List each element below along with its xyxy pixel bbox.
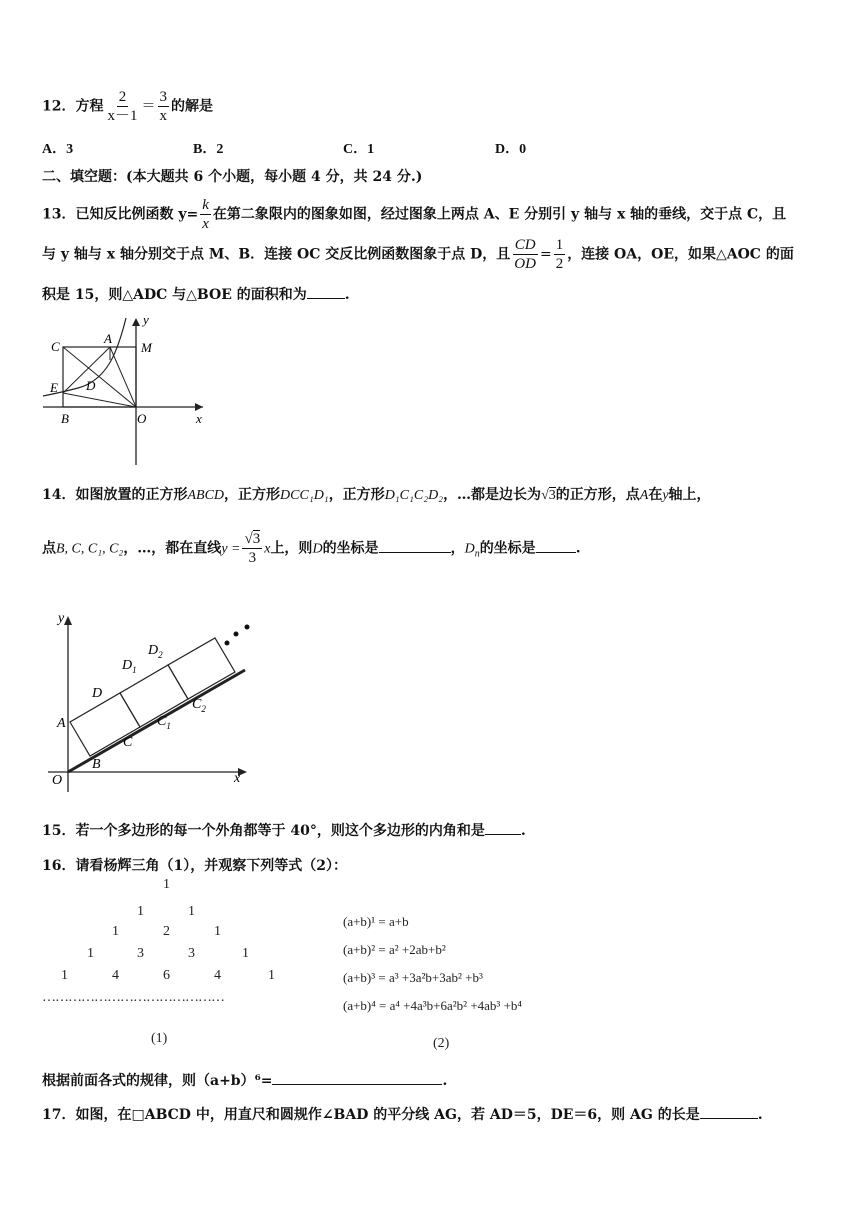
cd-numerator: CD (514, 237, 536, 253)
two-denominator: 2 (555, 256, 564, 272)
q16-number: 16． (42, 858, 76, 874)
q14-text: ，…，都在直线 (123, 540, 222, 557)
q14-text: 的坐标是 (479, 540, 536, 557)
equation-power-1: (a+b)¹ = a+b (343, 914, 409, 929)
label-b: B (92, 757, 101, 772)
sqrt-radicand: 3 (548, 488, 556, 503)
label-d1-letter: D (122, 658, 133, 673)
period: . (757, 1107, 763, 1123)
answer-blank-d[interactable] (379, 538, 451, 553)
pascal-cell: 3 (188, 946, 195, 961)
y-equals: y = (221, 541, 241, 557)
q12-option-a (42, 138, 73, 158)
label-x: x (196, 411, 202, 426)
q15-text: 若一个多边形的每一个外角都等于 40°，则这个多边形的内角和是 (75, 823, 485, 839)
one-numerator: 1 (555, 237, 564, 253)
q15-line (42, 820, 526, 840)
label-c1 (157, 714, 171, 731)
pascal-cell: 1 (112, 924, 119, 939)
sqrt-radicand: 3 (252, 531, 261, 547)
y-axis-arrow-icon (64, 616, 72, 625)
q12-frac2-denominator: x (159, 108, 167, 124)
q14-text: 在 (648, 487, 663, 503)
q14-text: ，正方形 (328, 487, 385, 503)
q14-text: 点 (42, 540, 56, 557)
square-dcc1d1: DCC₁D₁ (280, 488, 329, 503)
q14-line-1 (42, 484, 711, 504)
k-numerator: k (202, 197, 209, 213)
q13-half (554, 236, 566, 273)
q12-frac2-numerator: 3 (159, 89, 167, 105)
line-oa (110, 347, 136, 407)
q14-text: ， (450, 540, 465, 557)
q13-figure (38, 310, 218, 470)
label-d1 (121, 658, 137, 675)
pascal-cell: 1 (268, 968, 275, 983)
q12-prefix: 方程 (75, 98, 104, 115)
answer-blank[interactable] (700, 1104, 758, 1119)
label-c1-letter: C (157, 714, 167, 729)
pascal-cell: 1 (163, 877, 170, 892)
q12-frac1-denominator: x－1 (107, 108, 138, 124)
label-d2-sub: 2 (158, 650, 163, 660)
q14-text: 的正方形，点 (555, 487, 640, 503)
label-y: y (58, 611, 65, 626)
answer-blank-dn[interactable] (536, 538, 576, 553)
point-dn-subscript: n (474, 548, 480, 560)
pascal-cell: 1 (214, 924, 221, 939)
option-value: 2 (216, 142, 224, 157)
square-d1c1c2d2-shape (168, 638, 235, 699)
var-x: x (264, 541, 271, 557)
equation-power-2: (a+b)² = a² +2ab+b² (343, 942, 446, 957)
q15-number: 15． (42, 823, 76, 839)
q17-number: 17． (42, 1107, 76, 1123)
pascal-cell: 4 (214, 968, 221, 983)
q14-number: 14． (42, 487, 76, 503)
q14-text: ，…都是边长为 (443, 487, 542, 503)
q14-text: 轴上， (668, 487, 711, 503)
continuation-dot (234, 632, 239, 637)
label-c2 (192, 697, 206, 714)
equation-power-4: (a+b)⁴ = a⁴ +4a³b+6a²b² +4ab³ +b⁴ (343, 998, 522, 1013)
y-axis-arrow-icon (132, 318, 140, 326)
option-value: 0 (519, 142, 527, 157)
answer-blank[interactable] (307, 284, 345, 299)
q16-text: 请看杨辉三角（1），并观察下列等式（2）： (75, 858, 347, 874)
q13-line-3 (42, 284, 350, 304)
label-m: M (141, 340, 152, 355)
answer-blank[interactable] (272, 1070, 442, 1085)
label-d: D (92, 686, 103, 701)
q17-text: 如图，在□ABCD 中，用直尺和圆规作∠BAD 的平分线 AG，若 AD＝5，DE＝6，则 AG 的长是 (75, 1107, 700, 1123)
q12-line (42, 88, 213, 125)
option-value: 3 (66, 142, 74, 157)
label-a: A (104, 331, 112, 346)
q12-fraction-2 (158, 88, 170, 125)
pascal-cell: 1 (87, 946, 94, 961)
sqrt-icon: √ (244, 531, 253, 547)
x-axis-arrow-icon (195, 403, 203, 411)
point-d: D (312, 541, 323, 557)
q14-slope-fraction (242, 530, 262, 567)
q12-option-c (343, 138, 374, 158)
q13-cd-over-od (512, 236, 538, 273)
square-abcd: ABCD (187, 488, 225, 503)
pascal-cell: 6 (163, 968, 170, 983)
label-c: C (51, 339, 60, 354)
q13-text: 积是 15，则△ADC 与△BOE 的面积和为 (42, 287, 307, 303)
line-oc (63, 347, 136, 407)
equation-power-3: (a+b)³ = a³ +3a²b+3ab² +b³ (343, 970, 483, 985)
square-dcc1d1-shape (120, 665, 188, 727)
label-x: x (234, 771, 241, 786)
q13-number: 13． (42, 206, 76, 223)
label-d2 (147, 643, 163, 660)
label-y: y (143, 312, 149, 327)
point-dn: D (464, 541, 475, 557)
q13-line-1 (42, 196, 786, 233)
pascal-cell: 1 (188, 904, 195, 919)
period: . (344, 287, 350, 303)
pascal-cell: 4 (112, 968, 119, 983)
label-b: B (61, 411, 69, 426)
label-e: E (50, 380, 58, 395)
label-d: D (86, 378, 96, 393)
q12-number: 12． (42, 98, 76, 115)
pascal-continuation-dots: …………………………………… (42, 990, 224, 1005)
label-o: O (52, 773, 63, 788)
q17-line (42, 1104, 763, 1124)
point-a: A (639, 488, 649, 503)
option-label: B． (193, 142, 217, 157)
binomial-equations (343, 908, 522, 1020)
q12-option-b (193, 138, 223, 158)
q13-text: 在第二象限内的图象如图，经过图象上两点 A、E 分别引 y 轴与 x 轴的垂线，交于点 C，且 (212, 206, 787, 223)
slope-denominator: 3 (248, 550, 257, 566)
line-oe (63, 393, 136, 407)
q13-text: 已知反比例函数 y= (75, 206, 199, 223)
pascal-cell: 1 (61, 968, 68, 983)
caption-2: (2) (433, 1036, 450, 1051)
q12-suffix: 的解是 (171, 98, 213, 115)
q13-k-over-x (200, 196, 211, 233)
x-denominator: x (202, 216, 209, 232)
q16-rule-text: 根据前面各式的规律，则（a+b）⁶= (42, 1073, 273, 1089)
q12-equals: ＝ (141, 99, 156, 115)
label-d1-sub: 1 (132, 665, 137, 675)
pascal-cell: 1 (242, 946, 249, 961)
q13-line-2 (42, 236, 794, 273)
q13-text: 与 y 轴与 x 轴分别交于点 M、B．连接 OC 交反比例函数图象于点 D，且 (42, 246, 511, 263)
q14-text: 上，则 (270, 540, 313, 557)
label-o: O (137, 411, 147, 426)
q13-text: ，连接 OA，OE，如果△AOC 的面 (567, 246, 794, 263)
option-label: A． (42, 142, 67, 157)
label-a: A (57, 716, 66, 731)
continuation-dot (245, 625, 250, 630)
sqrt-icon: √ (541, 488, 549, 503)
equals: = (539, 246, 552, 263)
q14-figure (40, 610, 260, 800)
pascal-cell: 1 (137, 904, 144, 919)
option-value: 1 (367, 142, 375, 157)
label-c: C (123, 735, 133, 750)
option-label: C． (343, 142, 368, 157)
period: . (520, 823, 526, 839)
label-c1-sub: 1 (166, 721, 171, 731)
period: . (442, 1073, 448, 1089)
continuation-dot (225, 641, 230, 646)
square-d1c1c2d2: D₁C₁C₂D₂ (384, 488, 444, 503)
label-d2-letter: D (148, 643, 159, 658)
od-denominator: OD (514, 256, 536, 272)
slope-numerator (242, 530, 262, 549)
section-heading: 二、填空题：(本大题共 6 个小题，每小题 4 分，共 24 分.) (42, 169, 423, 185)
q14-text: ，正方形 (224, 487, 281, 503)
label-c2-sub: 2 (201, 704, 206, 714)
q14-line-2 (42, 530, 581, 567)
answer-blank[interactable] (485, 820, 521, 835)
pascal-cell: 2 (163, 924, 170, 939)
q16-rule-line (42, 1070, 447, 1090)
caption-1: (1) (151, 1031, 168, 1046)
period: . (575, 540, 581, 557)
q12-option-d (495, 138, 526, 158)
q14-text: 如图放置的正方形 (75, 487, 188, 503)
var-y: y (662, 488, 669, 503)
option-label: D． (495, 142, 520, 157)
q14-text: 的坐标是 (322, 540, 379, 557)
q12-frac1-numerator: 2 (118, 89, 127, 105)
points-list: B, C, C₁, C₂ (56, 541, 124, 557)
pascal-cell: 3 (137, 946, 144, 961)
label-c2-letter: C (192, 697, 202, 712)
q16-line (42, 855, 347, 875)
q12-fraction-1 (105, 88, 139, 125)
